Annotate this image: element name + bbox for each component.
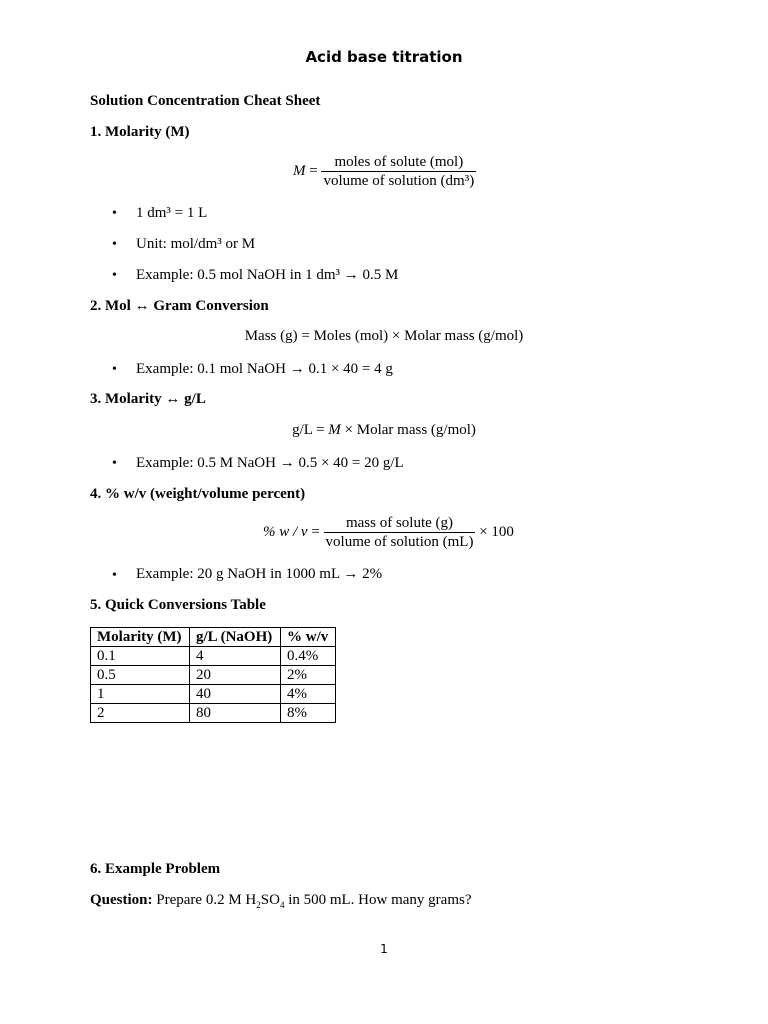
equation-tail: × 100 — [479, 523, 514, 540]
equation-lhs: % w / v — [263, 523, 308, 540]
table-cell: 4% — [281, 685, 336, 704]
table-cell: 0.5 — [91, 666, 190, 685]
table-cell: 8% — [281, 704, 336, 723]
equation-part: g/L = — [292, 422, 329, 438]
cheat-sheet-heading: Solution Concentration Cheat Sheet — [90, 93, 321, 109]
bullet-icon: • — [112, 362, 117, 377]
fraction-denominator: volume of solution (mL) — [325, 534, 474, 550]
equation-part: M — [328, 422, 341, 438]
fraction-numerator: moles of solute (mol) — [321, 153, 476, 172]
table-row — [91, 647, 336, 666]
subscript: 2 — [256, 900, 261, 910]
table-cell: 40 — [190, 685, 281, 704]
question-part: in 500 mL. How many grams? — [284, 892, 472, 908]
table-cell: 1 — [91, 685, 190, 704]
table-cell: 4 — [190, 647, 281, 666]
list-item: Example: 0.5 M NaOH → 0.5 × 40 = 20 g/L — [136, 455, 404, 471]
document-title: Acid base titration — [305, 48, 463, 66]
table-row — [91, 666, 336, 685]
molarity-equation: M = $\frac{\text{moles of solute (mol)}}{\text{volume of solution (dm³)}}$ — [293, 154, 475, 189]
section-4-heading: 4. % w/v (weight/volume percent) — [90, 486, 306, 502]
table-row — [91, 685, 336, 704]
table-header-row — [91, 628, 336, 647]
mass-equation: Mass (g) = Moles (mol) × Molar mass (g/mol) — [244, 328, 524, 344]
list-item: Example: 0.5 mol NaOH in 1 dm³ → 0.5 M — [136, 267, 399, 283]
question-part: SO — [260, 892, 280, 908]
bullet-icon: • — [112, 456, 117, 471]
wv-fraction — [324, 514, 476, 551]
equation-part: × Molar mass (g/mol) — [340, 422, 476, 438]
molarity-fraction — [321, 153, 476, 190]
conversions-table — [90, 627, 336, 723]
fraction-denominator: volume of solution (dm³) — [323, 173, 475, 189]
section-2-heading: 2. Mol ↔ Gram Conversion — [90, 298, 269, 314]
bullet-icon: • — [112, 206, 117, 221]
table-cell: 80 — [190, 704, 281, 723]
table-cell: 0.4% — [281, 647, 336, 666]
section-3-heading: 3. Molarity ↔ g/L — [90, 391, 206, 407]
page-number: 1 — [380, 942, 388, 956]
bullet-icon: • — [112, 568, 117, 583]
question-text — [90, 892, 472, 910]
equation-lhs: M — [293, 162, 306, 179]
list-item: Example: 0.1 mol NaOH → 0.1 × 40 = 4 g — [136, 361, 393, 377]
question-label: Question: — [90, 892, 153, 908]
question-part: Prepare 0.2 M H — [152, 892, 257, 908]
column-header: % w/v — [281, 628, 336, 647]
section-6-heading: 6. Example Problem — [90, 861, 221, 877]
table-cell: 2 — [91, 704, 190, 723]
bullet-icon: • — [112, 268, 117, 283]
list-item: 1 dm³ = 1 L — [136, 205, 208, 221]
table-cell: 20 — [190, 666, 281, 685]
subscript: 4 — [279, 900, 285, 910]
gl-equation — [0, 422, 768, 439]
column-header: Molarity (M) — [91, 628, 190, 647]
column-header: g/L (NaOH) — [190, 628, 281, 647]
table-cell: 0.1 — [91, 647, 190, 666]
fraction-numerator: mass of solute (g) — [324, 514, 476, 533]
section-1-heading: 1. Molarity (M) — [90, 124, 190, 140]
table-row — [91, 704, 336, 723]
list-item: Unit: mol/dm³ or M — [136, 236, 256, 252]
bullet-icon: • — [112, 237, 117, 252]
section-5-heading: 5. Quick Conversions Table — [90, 597, 266, 613]
table-cell: 2% — [281, 666, 336, 685]
wv-equation: % w / v = $\frac{\text{mass of solute (g)}}{\text{volume of solution (mL)}}$ × 100 — [263, 515, 514, 550]
list-item: Example: 20 g NaOH in 1000 mL → 2% — [136, 566, 383, 582]
